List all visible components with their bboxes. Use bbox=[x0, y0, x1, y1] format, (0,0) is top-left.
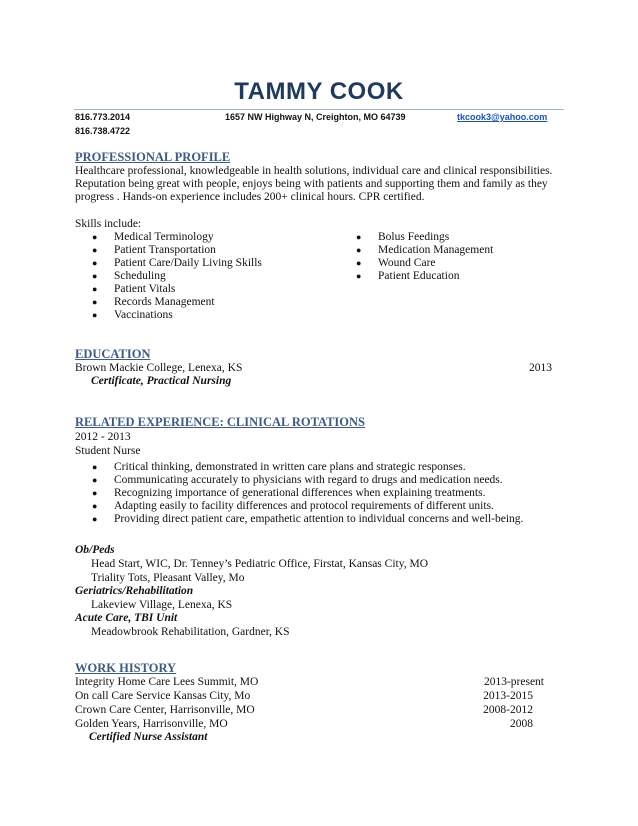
bullet-icon: ● bbox=[92, 284, 98, 294]
list-item: ● Critical thinking, demonstrated in written care plans and strategic responses. bbox=[92, 461, 466, 473]
list-item: ● Providing direct patient care, empathetic attention to individual concerns and well-being. bbox=[92, 513, 524, 525]
bullet-icon: ● bbox=[356, 258, 362, 268]
rotation-site: Meadowbrook Rehabilitation, Gardner, KS bbox=[91, 626, 290, 638]
job-dates: 2013-present bbox=[483, 676, 544, 688]
profile-summary: Healthcare professional, knowledgeable in health solutions, individual care and clinical responsibilities. Reputation being great with people, enjoys being with patients and supporting them and family as they progress . Hands-on experience includes 200+ clinical hours. CPR certified. bbox=[75, 165, 553, 203]
candidate-name: TAMMY COOK bbox=[234, 78, 404, 105]
bullet-icon: ● bbox=[356, 245, 362, 255]
list-item: ● Vaccinations bbox=[92, 309, 173, 321]
bullet-icon: ● bbox=[92, 514, 98, 524]
bullet-icon: ● bbox=[92, 232, 98, 242]
rotation-site: Lakeview Village, Lenexa, KS bbox=[91, 599, 233, 611]
list-item: ● Recognizing importance of generational differences when explaining treatments. bbox=[92, 487, 486, 499]
rotation-unit: Acute Care, TBI Unit bbox=[75, 612, 178, 624]
job-dates: 2008-2012 bbox=[483, 704, 533, 716]
job-employer: On call Care Service Kansas City, Mo bbox=[75, 690, 251, 702]
bullet-icon: ● bbox=[92, 475, 98, 485]
header-divider bbox=[74, 109, 564, 110]
list-item: ● Patient Transportation bbox=[92, 244, 216, 256]
profile-heading: PROFESSIONAL PROFILE bbox=[75, 150, 231, 164]
experience-bullets bbox=[92, 461, 523, 526]
experience-heading: RELATED EXPERIENCE: CLINICAL ROTATIONS bbox=[75, 415, 365, 429]
rotation-unit: Ob/Peds bbox=[75, 544, 115, 556]
phone-primary: 816.773.2014 bbox=[75, 112, 131, 122]
job-employer: Integrity Home Care Lees Summit, MO bbox=[75, 676, 259, 688]
job-dates: 2013-2015 bbox=[483, 690, 533, 702]
education-school: Brown Mackie College, Lenexa, KS bbox=[75, 362, 243, 374]
education-heading: EDUCATION bbox=[75, 347, 151, 361]
bullet-icon: ● bbox=[356, 232, 362, 242]
list-item: ● Medical Terminology bbox=[92, 231, 214, 243]
work-heading: WORK HISTORY bbox=[75, 661, 177, 675]
experience-role: Student Nurse bbox=[75, 445, 141, 457]
phone-secondary: 816.738.4722 bbox=[75, 126, 131, 136]
bullet-icon: ● bbox=[92, 501, 98, 511]
rotation-unit: Geriatrics/Rehabilitation bbox=[75, 585, 194, 597]
list-item: ● Records Management bbox=[92, 296, 215, 308]
bullet-icon: ● bbox=[92, 488, 98, 498]
rotation-site: Head Start, WIC, Dr. Tenney’s Pediatric Office, Firstat, Kansas City, MO bbox=[91, 558, 429, 570]
bullet-icon: ● bbox=[92, 310, 98, 320]
list-item: ● Patient Care/Daily Living Skills bbox=[92, 257, 262, 269]
list-item: ● Wound Care bbox=[356, 257, 436, 269]
job-employer: Crown Care Center, Harrisonville, MO bbox=[75, 704, 255, 716]
work-credential: Certified Nurse Assistant bbox=[89, 731, 208, 743]
bullet-icon: ● bbox=[92, 297, 98, 307]
email-link[interactable]: tkcook3@yahoo.com bbox=[457, 112, 548, 122]
education-credential: Certificate, Practical Nursing bbox=[91, 375, 232, 387]
list-item: ● Adapting easily to facility differences and protocol requirements of different units. bbox=[92, 500, 494, 512]
list-item: ● Medication Management bbox=[356, 244, 494, 256]
skills-list-right bbox=[356, 231, 493, 283]
list-item: ● Bolus Feedings bbox=[356, 231, 450, 243]
job-dates: 2008 bbox=[510, 718, 533, 730]
address: 1657 NW Highway N, Creighton, MO 64739 bbox=[225, 112, 406, 122]
bullet-icon: ● bbox=[356, 271, 362, 281]
experience-dates: 2012 - 2013 bbox=[75, 431, 131, 443]
job-employer: Golden Years, Harrisonville, MO bbox=[75, 718, 228, 730]
rotation-site: Triality Tots, Pleasant Valley, Mo bbox=[91, 572, 245, 584]
list-item: ● Scheduling bbox=[92, 270, 166, 282]
list-item: ● Communicating accurately to physicians with regard to drugs and medication needs. bbox=[92, 474, 503, 486]
skills-list-left bbox=[92, 231, 262, 322]
bullet-icon: ● bbox=[92, 271, 98, 281]
list-item: ● Patient Vitals bbox=[92, 283, 176, 295]
bullet-icon: ● bbox=[92, 462, 98, 472]
education-year: 2013 bbox=[529, 362, 552, 374]
skills-intro: Skills include: bbox=[75, 218, 142, 230]
bullet-icon: ● bbox=[92, 245, 98, 255]
bullet-icon: ● bbox=[92, 258, 98, 268]
list-item: ● Patient Education bbox=[356, 270, 460, 282]
